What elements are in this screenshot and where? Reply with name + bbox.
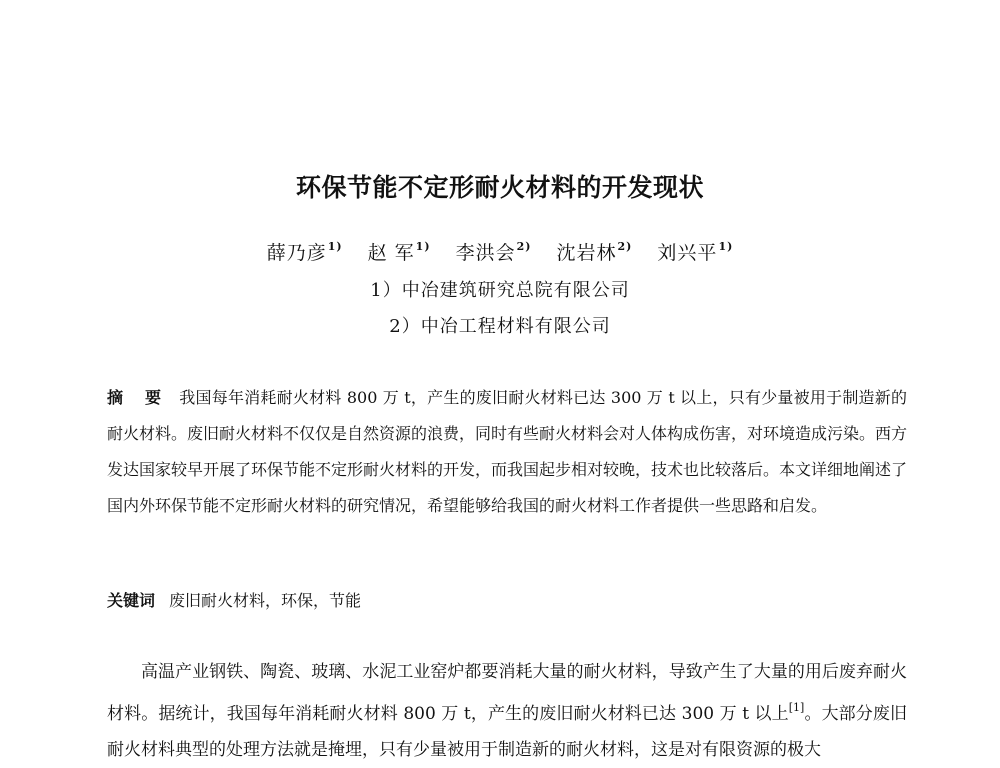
author (657, 238, 733, 265)
author-list (0, 238, 1000, 265)
author-name: 沈岩林 (556, 242, 617, 264)
body-text-part-2: 。大部分废旧耐火材料典型的处理方法就是掩埋，只有少量被用于制造新的耐火材料，这是对有限资源的极大 (107, 704, 907, 760)
body-text-part-1: 高温产业钢铁、陶瓷、玻璃、水泥工业窑炉都要消耗大量的耐火材料，导致产生了大量的用后废弃耐火材料。据统计，我国每年消耗耐火材料 800 万 t，产生的废旧耐火材料已达 300 万 t 以上 (107, 662, 907, 724)
affiliation-2: 2）中冶工程材料有限公司 (389, 316, 611, 337)
author-affil-mark: 1) (327, 240, 343, 253)
author-name: 刘兴平 (657, 242, 718, 264)
author-affil-mark: 2) (617, 240, 633, 253)
author-name: 李洪会 (455, 242, 516, 264)
keywords (107, 588, 907, 611)
author-affil-mark: 1) (718, 240, 734, 253)
abstract-label: 摘 要 (107, 388, 170, 407)
body-paragraph (107, 654, 907, 768)
affiliation-1: 1）中冶建筑研究总院有限公司 (370, 280, 630, 301)
citation-ref[interactable]: [1] (788, 701, 805, 714)
keywords-text: 废旧耐火材料，环保，节能 (169, 591, 362, 610)
abstract-text: 我国每年消耗耐火材料 800 万 t，产生的废旧耐火材料已达 300 万 t 以上，只有少量被用于制造新的耐火材料。废旧耐火材料不仅仅是自然资源的浪费，同时有些耐火材料会对人体构成伤害，对环境造成污染。西方发达国家较早开展了环保节能不定形耐火材料的开发，而我国起步相对较晚，技术也比较落后。本文详细地阐述了国内外环保节能不定形耐火材料的研究情况，希望能够给我国的耐火材料工作者提供一些思路和启发。 (107, 388, 908, 515)
author (368, 238, 431, 265)
author-affil-mark: 1) (415, 240, 431, 253)
author-affil-mark: 2) (516, 240, 532, 253)
abstract (107, 380, 907, 524)
paper-title: 环保节能不定形耐火材料的开发现状 (295, 173, 704, 202)
author-name: 薛乃彦 (266, 242, 327, 264)
author-name: 赵 军 (367, 242, 415, 264)
author (267, 238, 343, 265)
author (456, 238, 532, 265)
author (557, 238, 633, 265)
keywords-label: 关键词 (107, 591, 156, 610)
